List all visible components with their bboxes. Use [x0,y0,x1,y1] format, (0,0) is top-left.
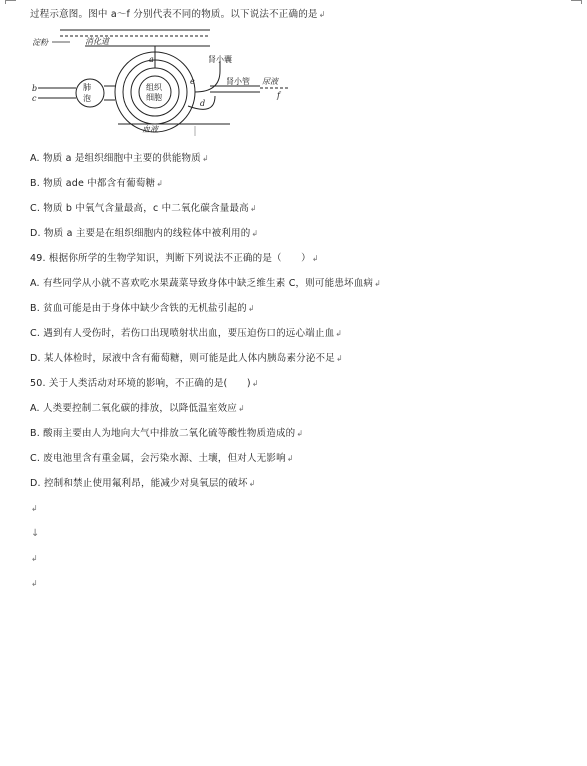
paragraph-mark: ↲ [237,404,245,413]
page-corner-mark-right [571,0,582,4]
paragraph-mark: ↲ [31,554,38,563]
label-alveoli-2: 泡 [83,94,91,103]
paragraph-mark: ↲ [286,454,294,463]
label-tissue-cells-2: 细胞 [146,93,162,102]
q48-option-a-text: A. 物质 a 是组织细胞中主要的供能物质 [30,153,201,164]
q48-option-c-text: C. 物质 b 中氧气含量最高，c 中二氧化碳含量最高 [30,203,249,214]
q49-option-d-text: D. 某人体检时，尿液中含有葡萄糖，则可能是此人体内胰岛素分泌不足 [30,353,335,364]
q50-option-a [30,402,245,415]
circulation-diagram [30,26,310,138]
paragraph-mark: ↲ [296,429,304,438]
empty-paragraph-2 [30,527,40,540]
q50-option-b-text: B. 酸雨主要由人为地向大气中排放二氧化硫等酸性物质造成的 [30,428,296,439]
label-kidney-capsule: 肾小囊 [208,55,232,64]
letter-e: e [190,77,195,86]
q49-option-b-text: B. 贫血可能是由于身体中缺少含铁的无机盐引起的 [30,303,247,314]
label-urine: 尿液 [262,77,278,86]
paragraph-mark: ↲ [311,254,319,263]
q48-option-b-text: B. 物质 ade 中都含有葡萄糖 [30,178,156,189]
label-tissue-cells-1: 组织 [146,83,162,92]
paragraph-mark: ↲ [249,204,257,213]
q50-option-c [30,452,294,465]
paragraph-mark: ↲ [31,504,38,513]
q50-option-d-text: D. 控制和禁止使用氟利昂，能减少对臭氧层的破坏 [30,478,248,489]
letter-d: d [200,99,206,108]
q48-option-d [30,227,258,240]
letter-f: f [277,91,280,100]
paragraph-mark: ↲ [335,329,343,338]
empty-paragraph-1 [30,502,38,515]
paragraph-mark: ↲ [251,379,259,388]
label-digestive: 消化道 [85,37,109,46]
circulation-diagram-svg [30,26,310,138]
intro-line [30,8,326,21]
q49-option-d [30,352,343,365]
q50-option-b [30,427,303,440]
label-blood: 血液 [142,125,158,134]
line-break-mark: ↓ [31,528,40,539]
q49-stem-text: 49. 根据你所学的生物学知识，判断下列说法不正确的是（ ） [30,253,311,264]
intro-text: 过程示意图。图中 a～f 分别代表不同的物质。以下说法不正确的是 [30,9,318,20]
q49-stem [30,252,319,265]
letter-c: c [32,94,37,103]
paragraph-mark: ↲ [247,304,255,313]
paragraph-mark: ↲ [251,229,259,238]
q50-option-a-text: A. 人类要控制二氧化碳的排放，以降低温室效应 [30,403,237,414]
q50-option-c-text: C. 废电池里含有重金属，会污染水源、土壤，但对人无影响 [30,453,286,464]
paragraph-mark: ↲ [374,279,382,288]
label-kidney-tubule: 肾小管 [226,77,250,86]
page-corner-mark-left [5,0,16,4]
label-food: 淀粉 [32,38,48,47]
q49-option-a [30,277,381,290]
q49-option-b [30,302,255,315]
q48-option-b [30,177,163,190]
empty-paragraph-3 [30,552,38,565]
letter-b: b [32,84,38,93]
q48-option-d-text: D. 物质 a 主要是在组织细胞内的线粒体中被利用的 [30,228,251,239]
label-alveoli-1: 肺 [83,83,91,92]
paragraph-mark: ↲ [156,179,164,188]
paragraph-mark: ↲ [201,154,209,163]
q50-option-d [30,477,256,490]
q50-stem [30,377,259,390]
q48-option-c [30,202,257,215]
q50-stem-text: 50. 关于人类活动对环境的影响，不正确的是( ) [30,378,251,389]
paragraph-mark: ↲ [318,10,326,19]
q49-option-a-text: A. 有些同学从小就不喜欢吃水果蔬菜导致身体中缺乏维生素 C，则可能患坏血病 [30,278,374,289]
empty-paragraph-4 [30,577,38,590]
paragraph-mark: ↲ [248,479,256,488]
q48-option-a [30,152,209,165]
paragraph-mark: ↲ [31,579,38,588]
paragraph-mark: ↲ [335,354,343,363]
q49-option-c-text: C. 遇到有人受伤时，若伤口出现喷射状出血，要压迫伤口的远心端止血 [30,328,335,339]
letter-a: a [149,55,154,64]
q49-option-c [30,327,342,340]
